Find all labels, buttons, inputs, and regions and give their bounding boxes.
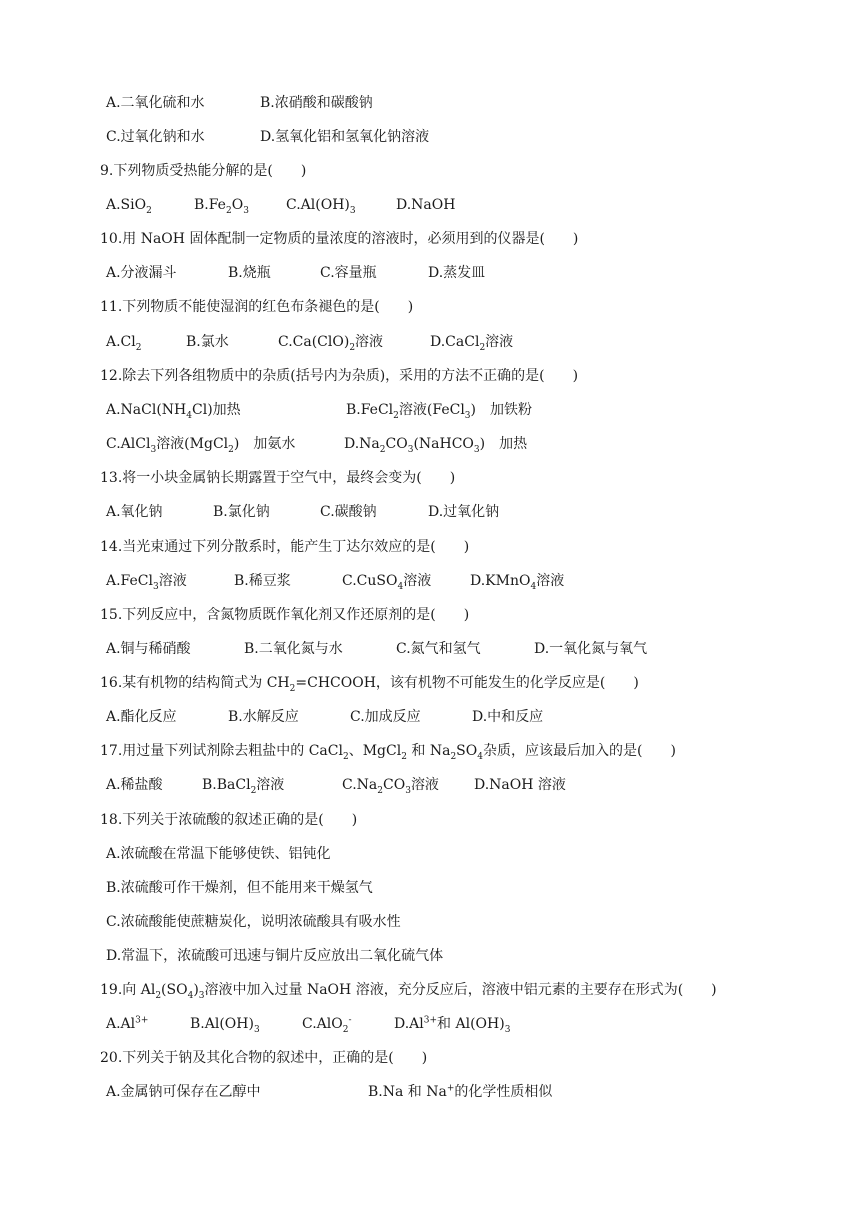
q19-stem: 19.向 $Al_2(SO_4)_3$溶液中加入过量 NaOH 溶液，充分反应后，溶液中铝元素的主要存在形式为( ) <box>100 982 717 1001</box>
q13-option-b: B.氯化钠 <box>213 504 270 520</box>
q14-option-d: D.KMnO$_4$溶液 <box>470 573 565 592</box>
q20-stem: 20.下列关于钠及其化合物的叙述中，正确的是( ) <box>100 1050 428 1066</box>
q9-option-b: $B.Fe_2O_3$ <box>194 197 249 216</box>
q10-option-c: C.容量瓶 <box>320 265 377 281</box>
q9-option-d: D.NaOH <box>396 197 456 213</box>
q16-options <box>106 705 865 729</box>
q15-stem: 15.下列反应中，含氮物质既作氧化剂又作还原剂的是( ) <box>100 607 470 623</box>
q8-option-a: A.二氧化硫和水 <box>106 95 205 111</box>
q8-options-row-2 <box>106 125 865 149</box>
q14-stem: 14.当光束通过下列分散系时，能产生丁达尔效应的是( ) <box>100 539 470 555</box>
q13-option-d: D.过氧化钠 <box>428 504 500 520</box>
q11-stem: 11.下列物质不能使湿润的红色布条褪色的是( ) <box>100 299 414 315</box>
q11-option-b: B.氯水 <box>186 334 229 350</box>
q16-stem: 16.某有机物的结构简式为 $CH_2=CHCOOH$，该有机物不可能发生的化学反应是( ) <box>100 675 639 694</box>
q14-options <box>106 569 865 593</box>
q12-option-d: $D.Na_2CO_3(NaHCO_3)$ 加热 <box>344 436 528 455</box>
q10-option-a: A.分液漏斗 <box>106 265 177 281</box>
q9-stem: 9.下列物质受热能分解的是( ) <box>100 163 307 179</box>
q14-option-c: C.CuSO$_4$溶液 <box>342 573 432 592</box>
q9-option-c: $C.Al(OH)_3$ <box>286 197 356 216</box>
q15-option-b: B.二氧化氮与水 <box>244 641 343 657</box>
q14-option-b: B.稀豆浆 <box>234 573 291 589</box>
q10-option-d: D.蒸发皿 <box>428 265 486 281</box>
q8-option-d: D.氢氧化铝和氢氧化钠溶液 <box>260 129 430 145</box>
q20-option-b: B.Na 和 Na+的化学性质相似 <box>368 1083 553 1100</box>
q12-stem: 12.除去下列各组物质中的杂质(括号内为杂质)，采用的方法不正确的是( ) <box>100 368 579 384</box>
q19-option-b: $B.Al(OH)_3$ <box>190 1016 260 1035</box>
q16-option-c: C.加成反应 <box>350 709 421 725</box>
q16-option-d: D.中和反应 <box>472 709 544 725</box>
q11-option-a: $A.Cl_2$ <box>106 334 142 353</box>
q18-stem: 18.下列关于浓硫酸的叙述正确的是( ) <box>100 812 358 828</box>
q10-options <box>106 261 865 285</box>
q15-options <box>106 637 865 661</box>
q10-stem: 10.用 NaOH 固体配制一定物质的量浓度的溶液时，必须用到的仪器是( ) <box>100 231 579 247</box>
q17-option-c: $C.Na_2CO_3$溶液 <box>342 777 439 796</box>
q18-option-d: D.常温下，浓硫酸可迅速与铜片反应放出二氧化硫气体 <box>106 948 444 964</box>
q18-option-b: B.浓硫酸可作干燥剂，但不能用来干燥氢气 <box>106 880 373 896</box>
q18-option-c: C.浓硫酸能使蔗糖炭化，说明浓硫酸具有吸水性 <box>106 914 401 930</box>
q19-option-a: $A.Al^{3+}$ <box>106 1015 149 1032</box>
q8-options-row-1 <box>106 91 865 115</box>
q9-options <box>106 193 865 217</box>
q12-options-row-2 <box>106 432 865 456</box>
q8-option-c: C.过氧化钠和水 <box>106 129 205 145</box>
q13-options <box>106 500 865 524</box>
q19-options <box>106 1012 865 1036</box>
q13-stem: 13.将一小块金属钠长期露置于空气中，最终会变为( ) <box>100 470 456 486</box>
q17-stem: 17.用过量下列试剂除去粗盐中的 CaCl$_2$、MgCl$_2$ 和 $Na_2SO_4$杂质，应该最后加入的是( ) <box>100 743 676 762</box>
q20-option-a: A.金属钠可保存在乙醇中 <box>106 1084 261 1100</box>
q13-option-a: A.氧化钠 <box>106 504 163 520</box>
q11-option-d: D.CaCl$_2$溶液 <box>430 334 514 353</box>
q20-options <box>106 1080 865 1104</box>
q12-options-row-1 <box>106 398 865 422</box>
q13-option-c: C.碳酸钠 <box>320 504 377 520</box>
q15-option-d: D.一氧化氮与氧气 <box>534 641 648 657</box>
q17-options <box>106 773 865 797</box>
q9-option-a: A.SiO$_2$ <box>106 197 152 216</box>
q12-option-a: $A.NaCl(NH_4Cl)$加热 <box>106 402 241 421</box>
q12-option-b: B.FeCl$_2$溶液(FeCl$_3$) 加铁粉 <box>346 402 532 421</box>
q12-option-c: C.AlCl$_3$溶液(MgCl$_2$) 加氨水 <box>106 436 296 455</box>
q17-option-d: D.NaOH 溶液 <box>474 777 566 793</box>
q18-option-a: A.浓硫酸在常温下能够使铁、铝钝化 <box>106 846 331 862</box>
q19-option-c: C.AlO$_2$- <box>302 1015 352 1035</box>
q11-options <box>106 330 865 354</box>
q10-option-b: B.烧瓶 <box>228 265 271 281</box>
q15-option-c: C.氮气和氢气 <box>396 641 481 657</box>
q17-option-b: B.BaCl$_2$溶液 <box>202 777 285 796</box>
q17-option-a: A.稀盐酸 <box>106 777 163 793</box>
q19-option-d: $D.Al^{3+}$和 $Al(OH)_3$ <box>394 1015 511 1035</box>
q16-option-b: B.水解反应 <box>228 709 299 725</box>
q14-option-a: A.FeCl$_3$溶液 <box>106 573 187 592</box>
q16-option-a: A.酯化反应 <box>106 709 177 725</box>
q11-option-c: $C.Ca(ClO)_2$溶液 <box>278 334 384 353</box>
q15-option-a: A.铜与稀硝酸 <box>106 641 191 657</box>
q8-option-b: B.浓硝酸和碳酸钠 <box>260 95 373 111</box>
